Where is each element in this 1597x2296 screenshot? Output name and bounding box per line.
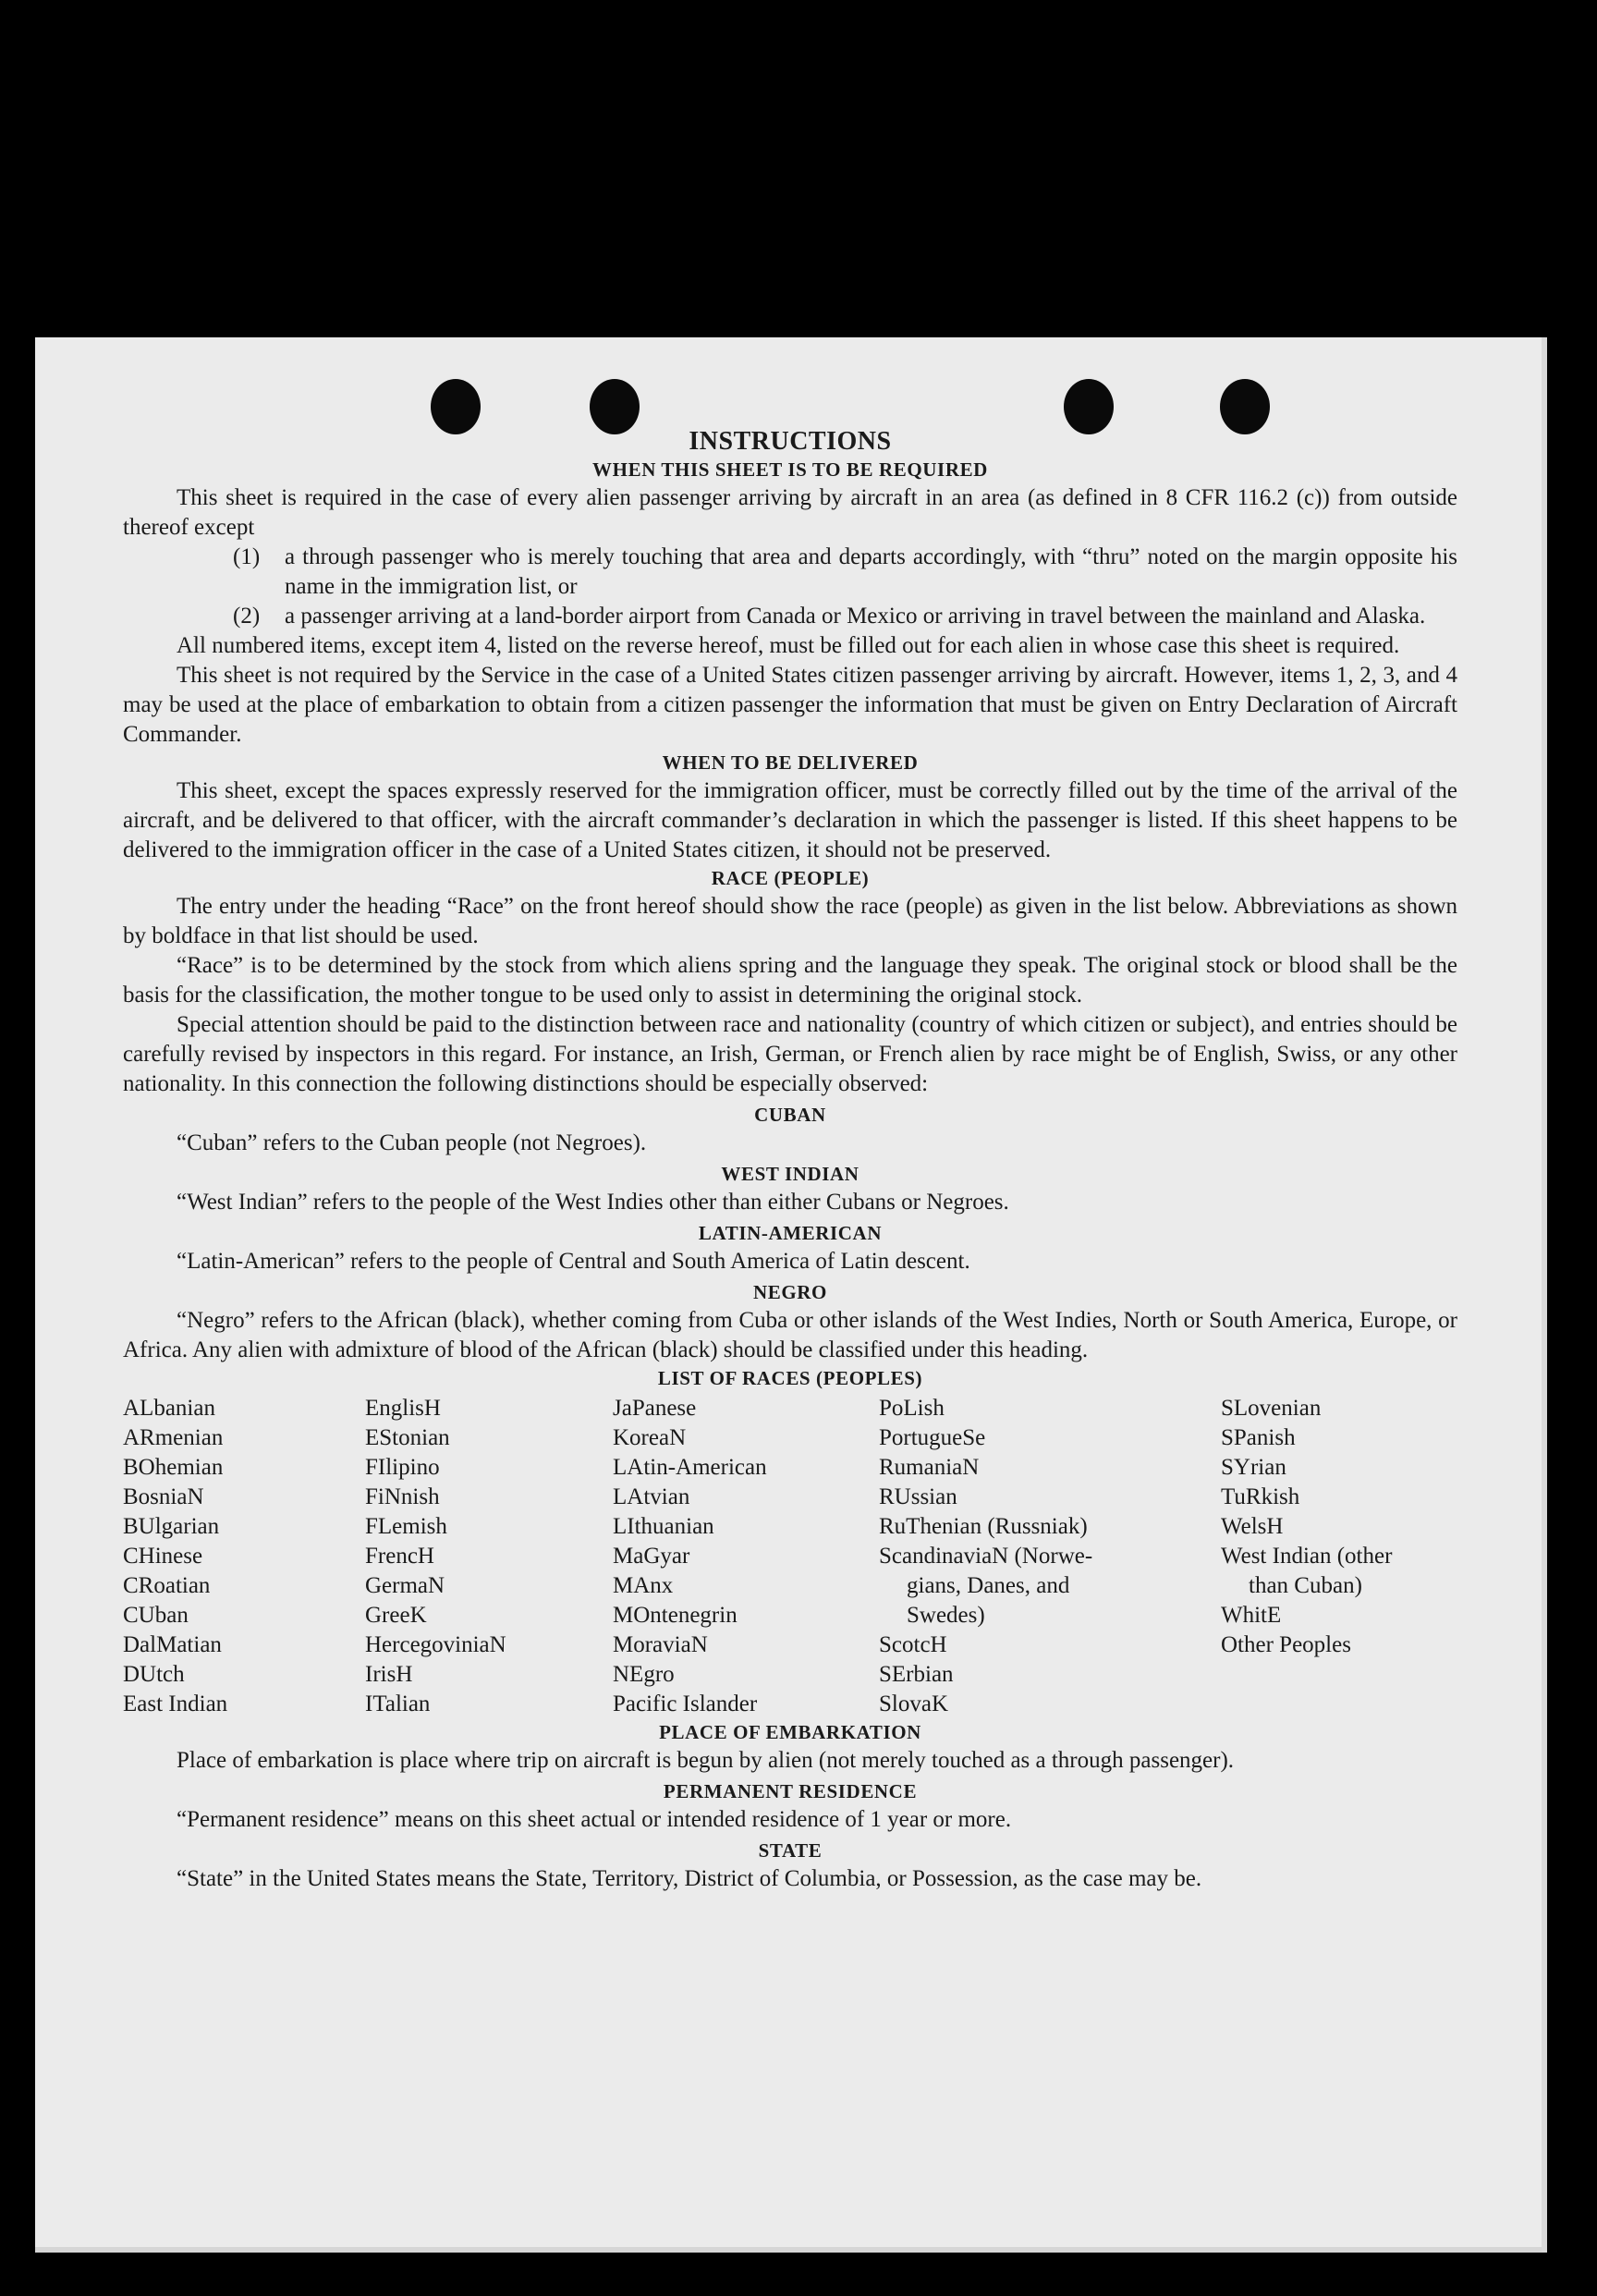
race-entry: Other Peoples xyxy=(1221,1632,1351,1657)
race-entry: WhitE xyxy=(1221,1603,1282,1628)
paragraph: This sheet, except the spaces expressly reserved for the immigration officer, must be correctly filled out by the time of the arrival of the aircraft, and be delivered to that officer, with the aircraft commander’s declaration in which the passenger is listed. If this sheet happens to be delivered to the immigration officer in the case of a United States citizen, it should not be preserved. xyxy=(123,778,1457,862)
races-column xyxy=(1221,1394,1457,1719)
punch-hole xyxy=(1220,379,1270,434)
section-heading: PLACE OF EMBARKATION xyxy=(659,1721,921,1743)
race-entry: EnglisH xyxy=(365,1396,441,1421)
race-entry: FiNnish xyxy=(365,1484,440,1509)
race-entry: Pacific Islander xyxy=(613,1691,758,1716)
race-entry: EStonian xyxy=(365,1425,450,1450)
section-heading: PERMANENT RESIDENCE xyxy=(663,1780,918,1802)
instructions-body xyxy=(123,427,1457,1894)
section-heading: STATE xyxy=(758,1839,823,1862)
paragraph: “Permanent residence” means on this sheet actual or intended residence of 1 year or more. xyxy=(177,1807,1012,1832)
race-entry: JaPanese xyxy=(613,1396,697,1421)
item-number: (1) xyxy=(233,544,261,569)
paragraph: “State” in the United States means the State, Territory, District of Columbia, or Possession, as the case may be. xyxy=(177,1866,1202,1891)
list-item xyxy=(123,543,1457,602)
races-column xyxy=(365,1394,613,1719)
paragraph: Special attention should be paid to the distinction between race and nationality (country of which citizen or subject), and entries should be carefully revised by inspectors in this regard. For instance, an Irish, German, or French alien by race might be of English, Swiss, or any other nationality. In this connection the following distinctions should be especially observed: xyxy=(123,1012,1457,1096)
race-entry: DalMatian xyxy=(123,1632,222,1657)
paragraph: “Latin-American” refers to the people of Central and South America of Latin descent. xyxy=(177,1249,970,1274)
section-heading: LATIN-AMERICAN xyxy=(698,1222,883,1244)
race-entry: gians, Danes, and xyxy=(907,1573,1070,1598)
race-entry: LAtin-American xyxy=(613,1455,767,1480)
race-entry: PoLish xyxy=(879,1396,945,1421)
paragraph: “Race” is to be determined by the stock from which aliens spring and the language they speak. The original stock or blood shall be the basis for the classification, the mother tongue to be used only to assist in determining the original stock. xyxy=(123,953,1457,1008)
list-item xyxy=(123,602,1457,631)
paragraph: “Cuban” refers to the Cuban people (not Negroes). xyxy=(177,1130,647,1155)
paragraph: The entry under the heading “Race” on the front hereof should show the race (people) as given in the list below. Abbreviations as shown by boldface in that list should be used. xyxy=(123,894,1457,948)
races-column xyxy=(123,1394,365,1719)
item-text: a through passenger who is merely touching that area and departs accordingly, with “thru” noted on the margin opposite his name in the immigration list, or xyxy=(285,544,1457,599)
race-entry: SErbian xyxy=(879,1662,954,1687)
punch-hole xyxy=(590,379,640,434)
race-entry: WelsH xyxy=(1221,1514,1284,1539)
race-entry: CHinese xyxy=(123,1544,203,1569)
punch-hole xyxy=(431,379,481,434)
section-heading: WEST INDIAN xyxy=(721,1163,859,1185)
section-heading: NEGRO xyxy=(752,1281,827,1303)
race-entry: CUban xyxy=(123,1603,189,1628)
race-entry: FrencH xyxy=(365,1544,434,1569)
race-entry: DUtch xyxy=(123,1662,185,1687)
race-entry: SlovaK xyxy=(879,1691,948,1716)
race-entry: GermaN xyxy=(365,1573,445,1598)
paragraph: This sheet is required in the case of every alien passenger arriving by aircraft in an area (as defined in 8 CFR 116.2 (c)) from outside thereof except xyxy=(123,485,1457,540)
item-number: (2) xyxy=(233,604,261,629)
section-heading: RACE (PEOPLE) xyxy=(711,867,870,889)
race-entry: KoreaN xyxy=(613,1425,687,1450)
races-table xyxy=(123,1394,1457,1719)
race-entry: LAtvian xyxy=(613,1484,690,1509)
race-entry: BUlgarian xyxy=(123,1514,220,1539)
race-entry: RumaniaN xyxy=(879,1455,980,1480)
race-entry: than Cuban) xyxy=(1249,1573,1362,1598)
race-entry: ALbanian xyxy=(123,1396,215,1421)
race-entry: West Indian (other xyxy=(1221,1544,1393,1569)
section-heading: WHEN TO BE DELIVERED xyxy=(662,751,919,774)
race-entry: NEgro xyxy=(613,1662,675,1687)
race-entry: IrisH xyxy=(365,1662,413,1687)
race-entry: Swedes) xyxy=(907,1603,985,1628)
section-heading: CUBAN xyxy=(754,1104,826,1126)
race-entry: FLemish xyxy=(365,1514,447,1539)
race-entry: MaGyar xyxy=(613,1544,690,1569)
race-entry: ITalian xyxy=(365,1691,431,1716)
race-entry: BOhemian xyxy=(123,1455,224,1480)
races-column xyxy=(879,1394,1221,1719)
race-entry: RuThenian (Russniak) xyxy=(879,1514,1088,1539)
race-entry: ARmenian xyxy=(123,1425,224,1450)
race-entry: GreeK xyxy=(365,1603,427,1628)
section-heading: LIST OF RACES (PEOPLES) xyxy=(657,1367,923,1389)
race-entry: ScotcH xyxy=(879,1632,947,1657)
paragraph: All numbered items, except item 4, listed on the reverse hereof, must be filled out for each alien in whose case this sheet is required. xyxy=(177,633,1400,658)
race-entry: East Indian xyxy=(123,1691,228,1716)
paragraph: “Negro” refers to the African (black), whether coming from Cuba or other islands of the West Indies, North or South America, Europe, or Africa. Any alien with admixture of blood of the African (black) should be classified under this heading. xyxy=(123,1308,1457,1362)
race-entry: SLovenian xyxy=(1221,1396,1322,1421)
race-entry: MOntenegrin xyxy=(613,1603,738,1628)
paragraph: “West Indian” refers to the people of the West Indies other than either Cubans or Negroes. xyxy=(177,1190,1009,1215)
race-entry: TuRkish xyxy=(1221,1484,1300,1509)
item-text: a passenger arriving at a land-border airport from Canada or Mexico or arriving in travel between the mainland and Alaska. xyxy=(285,604,1426,629)
race-entry: MAnx xyxy=(613,1573,674,1598)
race-entry: MoraviaN xyxy=(613,1632,708,1657)
race-entry: FIlipino xyxy=(365,1455,440,1480)
section-heading: WHEN THIS SHEET IS TO BE REQUIRED xyxy=(592,458,988,481)
paragraph: This sheet is not required by the Service in the case of a United States citizen passenger arriving by aircraft. However, items 1, 2, 3, and 4 may be used at the place of embarkation to obtain from a citizen passenger the information that must be given on Entry Declaration of Aircraft Commander. xyxy=(123,663,1457,747)
race-entry: ScandinaviaN (Norwe- xyxy=(879,1544,1093,1569)
race-entry: SYrian xyxy=(1221,1455,1286,1480)
race-entry: HercegoviniaN xyxy=(365,1632,506,1657)
race-entry: CRoatian xyxy=(123,1573,211,1598)
race-entry: PortugueSe xyxy=(879,1425,986,1450)
race-entry: RUssian xyxy=(879,1484,957,1509)
race-entry: BosniaN xyxy=(123,1484,204,1509)
document-page xyxy=(35,337,1547,2253)
race-entry: SPanish xyxy=(1221,1425,1296,1450)
races-column xyxy=(613,1394,879,1719)
race-entry: LIthuanian xyxy=(613,1514,714,1539)
paragraph: Place of embarkation is place where trip on aircraft is begun by alien (not merely touched as a through passenger). xyxy=(177,1748,1235,1773)
page-title: INSTRUCTIONS xyxy=(689,427,892,456)
punch-hole xyxy=(1064,379,1114,434)
